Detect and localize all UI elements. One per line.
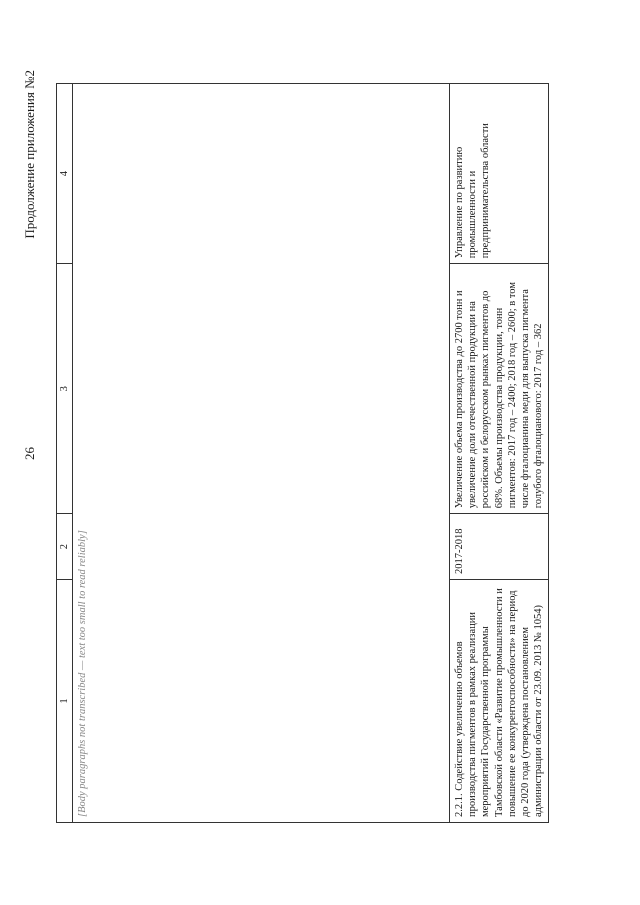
narrative-text: [Body paragraphs not transcribed — text too small to read reliably] [73, 84, 450, 823]
result-cell: Увеличение объема производства до 2700 тонн и увеличение доли отечественной продукции на российском и белорусском рынках пигментов до 68%. Объемы производства продукции, тонн пигментов: 2017 год – 2400; 2018 год – 2600; в том числе фталоцианина меди для выпуска пигмента голубого фталоцианового: 2017 год – 362 [450, 264, 549, 514]
period-cell: 2017-2018 [450, 514, 549, 580]
narrative-row [73, 84, 450, 823]
appendix-header: Продолжение приложения №2 [22, 70, 37, 239]
page-number: 26 [22, 447, 37, 460]
measure-cell: 2.2.1. Содействие увеличению объемов производства пигментов в рамках реализации мероприятий Государственной программы Тамбовской области «Развитие промышленности и повышение ее конкурентоспособности» на период до 2020 года (утверждена постановлением администрации области от 23.09. 2013 № 1054) [450, 579, 549, 822]
responsible-cell: Управление по развитию промышленности и предпринимательства области [450, 84, 549, 264]
column-number-row [57, 84, 73, 823]
plan-table [56, 83, 549, 823]
column-number: 3 [57, 264, 73, 514]
column-number: 2 [57, 514, 73, 580]
table-row [450, 84, 549, 823]
column-number: 1 [57, 579, 73, 822]
column-number: 4 [57, 84, 73, 264]
